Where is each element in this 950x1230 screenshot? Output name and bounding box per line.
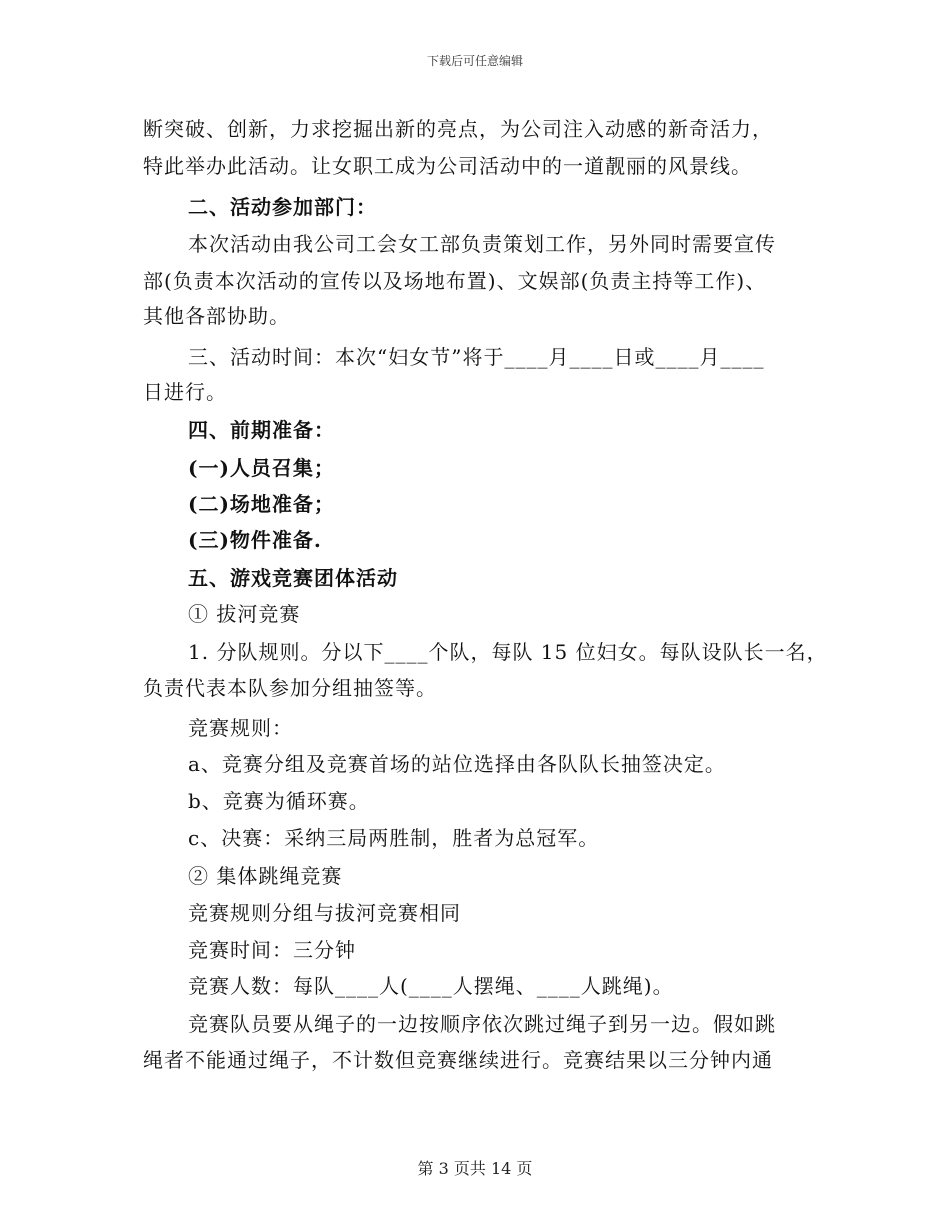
paragraph-line: 三、活动时间：本次“妇女节”将于____月____日或____月____ [188,345,765,369]
page-footer: 第 3 页共 14 页 [417,1159,533,1178]
paragraph-line: 1. 分队规则。分以下____个队，每队 15 位妇女。每队设队长一名， [188,640,828,664]
section-heading: 二、活动参加部门： [188,195,377,219]
paragraph-line: 特此举办此活动。让女职工成为公司活动中的一道靓丽的风景线。 [143,154,752,178]
paragraph-line: 负责代表本队参加分组抽签等。 [143,676,437,700]
section-heading: 四、前期准备： [188,418,335,442]
paragraph-line: 绳者不能通过绳子，不计数但竞赛继续进行。竞赛结果以三分钟内通 [143,1048,773,1072]
section-heading: 五、游戏竞赛团体活动 [188,566,398,590]
paragraph-line: 竞赛人数：每队____人(____人摆绳、____人跳绳)。 [188,974,674,998]
paragraph-line: b、竞赛为循环赛。 [188,789,370,813]
paragraph-line: 竞赛队员要从绳子的一边按顺序依次跳过绳子到另一边。假如跳 [188,1012,776,1036]
section-heading: (三)物件准备. [188,528,322,552]
page-header: 下载后可任意编辑 [426,54,523,68]
paragraph-line: 日进行。 [143,380,227,404]
paragraph-line: ② 集体跳绳竞赛 [188,864,343,888]
paragraph-line: 竞赛规则： [188,716,293,740]
paragraph-line: 本次活动由我公司工会女工部负责策划工作，另外同时需要宣传 [188,232,776,256]
paragraph-line: 竞赛时间：三分钟 [188,938,356,962]
paragraph-line: 其他各部协助。 [143,304,290,328]
paragraph-line: 竞赛规则分组与拔河竞赛相同 [188,901,461,925]
section-heading: (二)场地准备； [188,492,335,516]
paragraph-line: 断突破、创新，力求挖掘出新的亮点，为公司注入动感的新奇活力， [143,117,773,141]
paragraph-line: c、决赛：采纳三局两胜制，胜者为总冠军。 [188,826,600,850]
section-heading: (一)人员召集； [188,456,335,480]
paragraph-line: a、竞赛分组及竞赛首场的站位选择由各队队长抽签决定。 [188,752,726,776]
paragraph-line: ① 拔河竞赛 [188,602,301,626]
paragraph-line: 部(负责本次活动的宣传以及场地布置)、文娱部(负责主持等工作)、 [143,269,767,293]
